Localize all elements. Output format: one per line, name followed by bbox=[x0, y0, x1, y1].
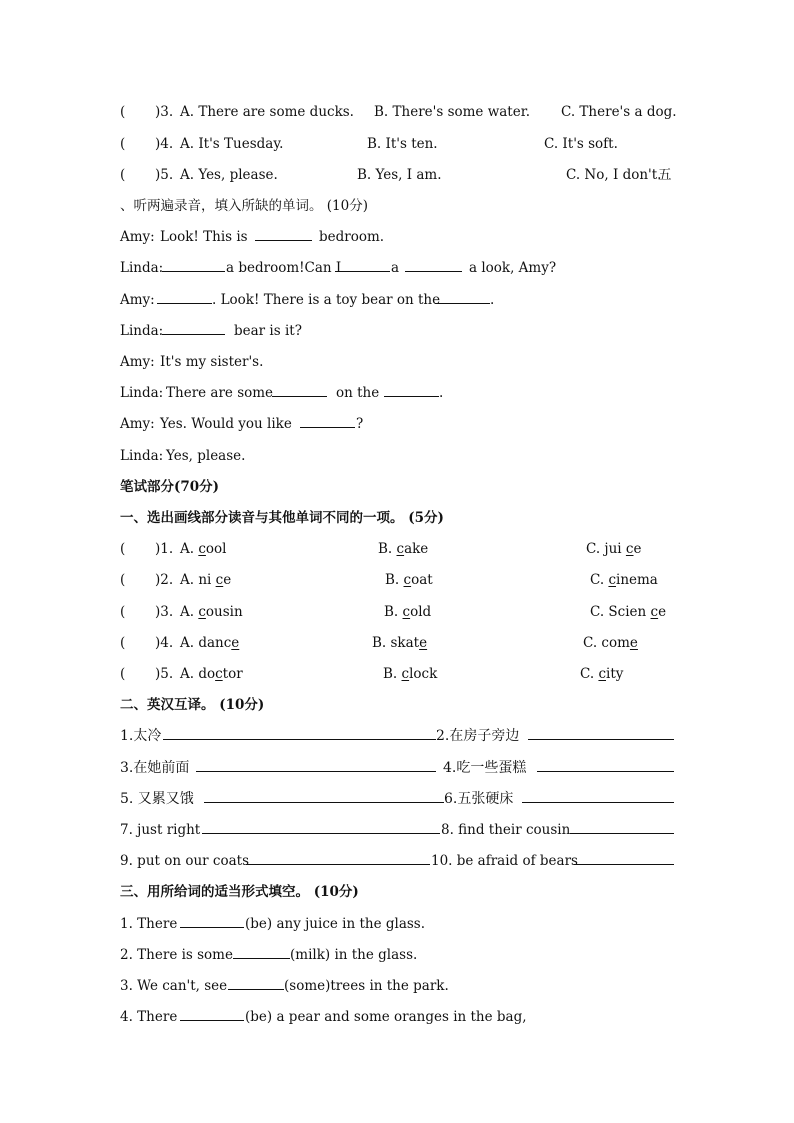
option-c bbox=[580, 664, 623, 684]
answer-blank[interactable] bbox=[233, 945, 290, 959]
speaker: Linda: bbox=[120, 448, 164, 464]
option-a: A. There are some ducks. bbox=[180, 104, 354, 120]
listening-item-3 bbox=[0, 102, 794, 122]
translation-row-4 bbox=[0, 820, 794, 840]
option-b: B. It's ten. bbox=[367, 136, 438, 152]
underlined-letter: c bbox=[401, 666, 410, 682]
dialogue-line-6 bbox=[0, 383, 794, 403]
option-text: C. Scien bbox=[590, 604, 651, 620]
question-number: )3. bbox=[155, 604, 174, 620]
translation-row-1 bbox=[0, 726, 794, 746]
dialogue-text: There are some bbox=[166, 385, 274, 401]
dialogue-text: Look! This is bbox=[160, 229, 248, 245]
dialogue-text: a bbox=[391, 260, 400, 276]
fill-item-3 bbox=[0, 976, 794, 996]
answer-blank[interactable] bbox=[162, 321, 225, 335]
answer-blank[interactable] bbox=[570, 820, 674, 834]
answer-blank[interactable] bbox=[163, 726, 436, 740]
translation-prompt: 7. just right bbox=[120, 822, 201, 838]
answer-blank[interactable] bbox=[246, 851, 430, 865]
section-title-text: 二、英汉互译。 (10分) bbox=[120, 697, 265, 713]
option-text: C. com bbox=[583, 635, 630, 651]
option-a bbox=[180, 602, 243, 622]
listening-item-4 bbox=[0, 134, 794, 154]
translation-prompt: 4.吃一些蛋糕 bbox=[443, 760, 527, 776]
option-text: e bbox=[658, 604, 667, 620]
translation-prompt: 6.五张硬床 bbox=[444, 791, 514, 807]
translation-row-5 bbox=[0, 851, 794, 871]
translation-prompt: 2.在房子旁边 bbox=[436, 728, 520, 744]
speaker: Linda: bbox=[120, 260, 164, 276]
option-a bbox=[180, 664, 243, 684]
answer-paren[interactable]: ( bbox=[120, 572, 126, 588]
dialogue-line-2 bbox=[0, 258, 794, 278]
answer-blank[interactable] bbox=[157, 290, 212, 304]
option-text: A. bbox=[180, 604, 199, 620]
section-1-title bbox=[0, 508, 794, 528]
option-a bbox=[180, 570, 231, 590]
answer-blank[interactable] bbox=[228, 976, 284, 990]
option-text: oat bbox=[411, 572, 433, 588]
answer-blank[interactable] bbox=[300, 414, 355, 428]
dialogue-line-5 bbox=[0, 352, 794, 372]
dialogue-text: . bbox=[490, 292, 495, 308]
option-text: A. ni bbox=[180, 572, 216, 588]
question-number: )5. bbox=[155, 666, 174, 682]
underlined-letter: c bbox=[396, 541, 405, 557]
option-text: A. do bbox=[180, 666, 216, 682]
dialogue-text: Yes, please. bbox=[166, 448, 246, 464]
underlined-letter: c bbox=[215, 572, 224, 588]
question-number: )4. bbox=[155, 635, 174, 651]
option-text: inema bbox=[616, 572, 658, 588]
option-text: B. bbox=[385, 572, 404, 588]
option-text: B. bbox=[383, 666, 402, 682]
answer-paren[interactable]: ( bbox=[120, 666, 126, 682]
answer-paren[interactable]: ( bbox=[120, 167, 126, 183]
answer-blank[interactable] bbox=[180, 1007, 244, 1021]
answer-blank[interactable] bbox=[537, 758, 674, 772]
phonics-item-5 bbox=[0, 664, 794, 684]
underlined-letter: e bbox=[629, 635, 638, 651]
option-a: A. It's Tuesday. bbox=[180, 136, 284, 152]
speaker: Amy: bbox=[120, 292, 155, 308]
answer-paren[interactable]: ( bbox=[120, 541, 126, 557]
option-text: ity bbox=[606, 666, 624, 682]
question-number: )4. bbox=[155, 136, 174, 152]
answer-blank[interactable] bbox=[435, 290, 490, 304]
underlined-letter: c bbox=[402, 604, 411, 620]
option-text: e bbox=[633, 541, 642, 557]
section-5-number: 五 bbox=[658, 167, 672, 183]
speaker: Amy: bbox=[120, 229, 155, 245]
underlined-letter: c bbox=[608, 572, 616, 588]
option-text: B. bbox=[384, 604, 403, 620]
option-b bbox=[378, 539, 428, 559]
option-text: ool bbox=[205, 541, 227, 557]
option-text: ake bbox=[404, 541, 429, 557]
dialogue-text: Yes. Would you like bbox=[160, 416, 292, 432]
option-text: e bbox=[223, 572, 232, 588]
phonics-item-2 bbox=[0, 570, 794, 590]
option-text: A. bbox=[180, 541, 199, 557]
underlined-letter: c bbox=[598, 666, 606, 682]
option-text: lock bbox=[409, 666, 438, 682]
option-c bbox=[590, 602, 666, 622]
dialogue-line-3 bbox=[0, 290, 794, 310]
answer-paren[interactable]: ( bbox=[120, 136, 126, 152]
fill-item-4 bbox=[0, 1007, 794, 1027]
question-number: )1. bbox=[155, 541, 174, 557]
option-c bbox=[590, 570, 658, 590]
translation-prompt: 3.在她前面 bbox=[120, 760, 190, 776]
dialogue-text: . bbox=[439, 385, 444, 401]
option-text: B. skat bbox=[372, 635, 420, 651]
translation-prompt: 9. put on our coats bbox=[120, 853, 249, 869]
question-number: )2. bbox=[155, 572, 174, 588]
speaker: Amy: bbox=[120, 354, 155, 370]
question-number: )5. bbox=[155, 167, 174, 183]
dialogue-line-4 bbox=[0, 321, 794, 341]
translation-prompt: 10. be afraid of bears bbox=[431, 853, 578, 869]
fill-item-1 bbox=[0, 914, 794, 934]
dialogue-line-7 bbox=[0, 414, 794, 434]
fill-text: (be) a pear and some oranges in the bag, bbox=[245, 1009, 527, 1025]
written-part-title bbox=[0, 477, 794, 497]
answer-paren[interactable]: ( bbox=[120, 604, 126, 620]
fill-text: 2. There is some bbox=[120, 947, 233, 963]
option-c bbox=[586, 539, 641, 559]
section-5-title bbox=[0, 196, 794, 216]
underlined-letter: c bbox=[625, 541, 634, 557]
underlined-letter: c bbox=[198, 604, 206, 620]
answer-blank[interactable] bbox=[335, 258, 390, 272]
option-b bbox=[385, 570, 433, 590]
option-b bbox=[383, 664, 437, 684]
underlined-letter: c bbox=[403, 572, 412, 588]
dialogue-text: bedroom. bbox=[319, 229, 385, 245]
dialogue-text: a look, Amy? bbox=[469, 260, 557, 276]
answer-blank[interactable] bbox=[528, 726, 674, 740]
answer-blank[interactable] bbox=[405, 258, 462, 272]
option-c: C. It's soft. bbox=[544, 136, 618, 152]
answer-blank[interactable] bbox=[202, 820, 440, 834]
dialogue-text: ? bbox=[356, 416, 364, 432]
option-text: C. jui bbox=[586, 541, 626, 557]
translation-row-3 bbox=[0, 789, 794, 809]
answer-blank[interactable] bbox=[162, 258, 225, 272]
option-b: B. There's some water. bbox=[374, 104, 530, 120]
question-number: )3. bbox=[155, 104, 174, 120]
option-text: tor bbox=[222, 666, 243, 682]
fill-text: 3. We can't, see bbox=[120, 978, 228, 994]
answer-blank[interactable] bbox=[196, 758, 436, 772]
phonics-item-4 bbox=[0, 633, 794, 653]
translation-prompt: 5. 又累又饿 bbox=[120, 791, 194, 807]
option-c: C. There's a dog. bbox=[561, 104, 677, 120]
answer-paren[interactable]: ( bbox=[120, 104, 126, 120]
translation-prompt: 1.太冷 bbox=[120, 728, 162, 744]
answer-blank[interactable] bbox=[255, 227, 312, 241]
fill-text: 4. There bbox=[120, 1009, 178, 1025]
option-text: C. bbox=[580, 666, 599, 682]
answer-blank[interactable] bbox=[574, 851, 674, 865]
fill-text: (be) any juice in the glass. bbox=[245, 916, 426, 932]
underlined-letter: e bbox=[231, 635, 240, 651]
listening-item-5 bbox=[0, 165, 794, 185]
underlined-letter: e bbox=[419, 635, 428, 651]
dialogue-text: a bedroom!Can I bbox=[226, 260, 342, 276]
option-b: B. Yes, I am. bbox=[357, 167, 442, 183]
dialogue-text: bear is it? bbox=[234, 323, 302, 339]
fill-item-2 bbox=[0, 945, 794, 965]
translation-prompt: 8. find their cousin bbox=[441, 822, 571, 838]
dialogue-text: . Look! There is a toy bear on the bbox=[212, 292, 441, 308]
underlined-letter: c bbox=[650, 604, 659, 620]
section-3-title bbox=[0, 882, 794, 902]
speaker: Linda: bbox=[120, 385, 164, 401]
option-a: A. Yes, please. bbox=[180, 167, 278, 183]
option-c bbox=[583, 633, 638, 653]
option-b bbox=[372, 633, 427, 653]
option-b bbox=[384, 602, 431, 622]
answer-paren[interactable]: ( bbox=[120, 635, 126, 651]
dialogue-text: on the bbox=[336, 385, 380, 401]
underlined-letter: c bbox=[198, 541, 206, 557]
option-text: C. bbox=[590, 572, 609, 588]
dialogue-line-8 bbox=[0, 446, 794, 466]
section-title-text: 三、用所给词的适当形式填空。 (10分) bbox=[120, 884, 359, 900]
answer-blank[interactable] bbox=[180, 914, 244, 928]
option-text: B. bbox=[378, 541, 397, 557]
section-title-text: 、听两遍录音，填入所缺的单词。 (10分) bbox=[120, 198, 369, 214]
option-a bbox=[180, 633, 239, 653]
fill-text: (some)trees in the park. bbox=[284, 978, 449, 994]
translation-row-2 bbox=[0, 758, 794, 778]
fill-text: 1. There bbox=[120, 916, 178, 932]
written-title-text: 笔试部分(70分) bbox=[120, 479, 220, 495]
fill-text: (milk) in the glass. bbox=[290, 947, 418, 963]
speaker: Amy: bbox=[120, 416, 155, 432]
answer-blank[interactable] bbox=[384, 383, 439, 397]
answer-blank[interactable] bbox=[204, 789, 444, 803]
section-title-text: 一、选出画线部分读音与其他单词不同的一项。 (5分) bbox=[120, 510, 444, 526]
option-text: ousin bbox=[205, 604, 243, 620]
dialogue-line-1 bbox=[0, 227, 794, 247]
dialogue-text: It's my sister's. bbox=[160, 354, 264, 370]
option-c: C. No, I don't. bbox=[566, 167, 662, 183]
phonics-item-3 bbox=[0, 602, 794, 622]
speaker: Linda: bbox=[120, 323, 164, 339]
section-2-title bbox=[0, 695, 794, 715]
option-text: old bbox=[410, 604, 432, 620]
option-a bbox=[180, 539, 226, 559]
option-text: A. danc bbox=[180, 635, 232, 651]
answer-blank[interactable] bbox=[522, 789, 674, 803]
phonics-item-1 bbox=[0, 539, 794, 559]
underlined-letter: c bbox=[215, 666, 223, 682]
answer-blank[interactable] bbox=[272, 383, 327, 397]
